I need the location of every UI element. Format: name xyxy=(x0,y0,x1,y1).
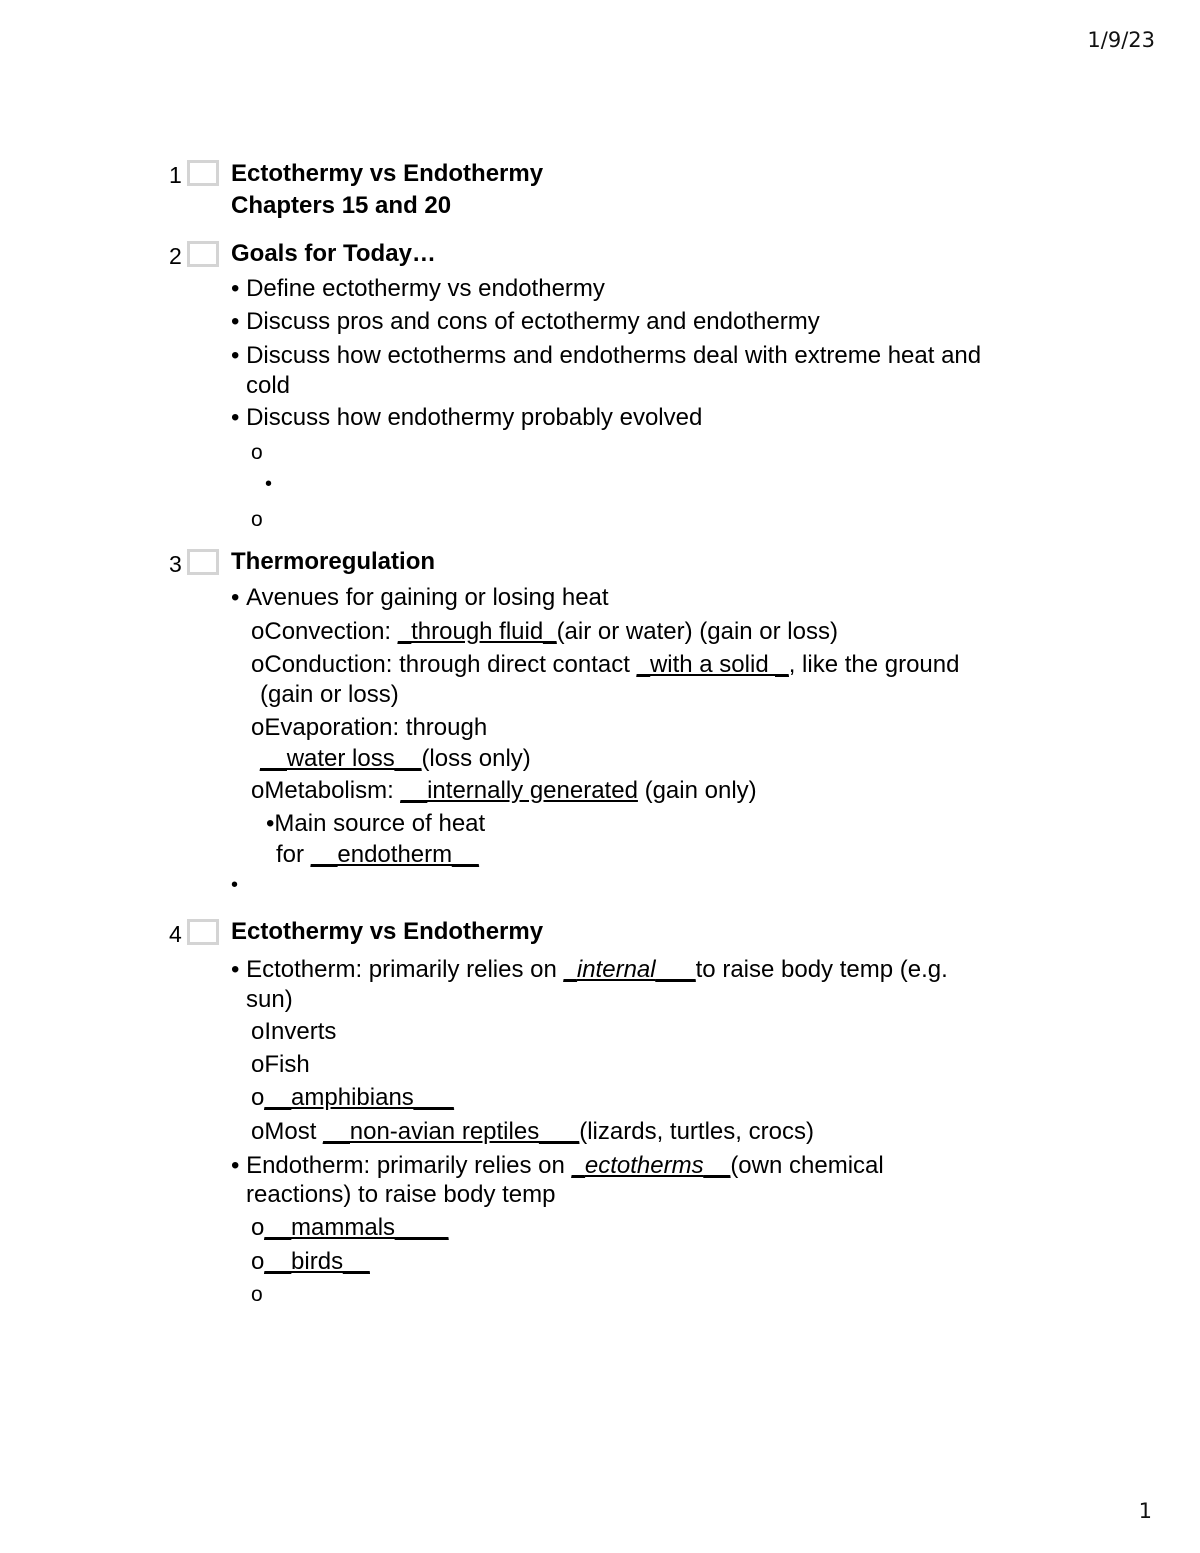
sub-bullet-conduction: oConduction: through direct contact _with a solid _, like the ground xyxy=(251,651,960,678)
fill-in-blank: __internally generated xyxy=(400,777,638,804)
fill-in-blank: _with a solid _ xyxy=(636,651,789,678)
sub-bullet: oMost __non-avian reptiles___(lizards, turtles, crocs) xyxy=(251,1118,814,1145)
sub-bullet: o__amphibians___ xyxy=(251,1084,454,1111)
slide-number: 3 xyxy=(169,551,182,577)
sub-bullet: o__mammals____ xyxy=(251,1214,449,1241)
sub-sub-bullet-continuation: for __endotherm__ xyxy=(276,841,479,868)
bullet-item: • Discuss how ectotherms and endotherms deal with extreme heat and xyxy=(231,342,982,369)
sub-bullet-evaporation: oEvaporation: through xyxy=(251,714,488,741)
sub-bullet-continuation: (gain or loss) xyxy=(260,681,399,708)
sub-bullet: o__birds__ xyxy=(251,1248,370,1275)
page-date: 1/9/23 xyxy=(1087,28,1155,52)
bullet-item: • Avenues for gaining or losing heat xyxy=(231,584,609,611)
bullet-item-continuation: sun) xyxy=(246,986,293,1013)
slide-number: 2 xyxy=(169,243,182,269)
fill-in-blank: __non-avian reptiles___ xyxy=(323,1118,580,1145)
fill-in-blank: __mammals____ xyxy=(264,1214,449,1241)
sub-bullet: oFish xyxy=(251,1051,310,1078)
bullet-item: • Define ectothermy vs endothermy xyxy=(231,275,605,302)
empty-sub-bullet: o xyxy=(251,441,263,464)
fill-in-blank: _through fluid_ xyxy=(397,618,557,645)
empty-bullet: • xyxy=(231,874,239,896)
bullet-item: • Discuss how endothermy probably evolved xyxy=(231,404,703,431)
empty-sub-sub-bullet: • xyxy=(265,473,273,495)
fill-in-blank: __amphibians___ xyxy=(264,1084,454,1111)
bullet-item-continuation: cold xyxy=(246,372,291,399)
sub-bullet-continuation: __water loss__(loss only) xyxy=(260,745,531,772)
sub-sub-bullet: •Main source of heat xyxy=(266,810,486,837)
fill-in-blank: _internal___ xyxy=(563,956,696,983)
slide-thumbnail[interactable] xyxy=(187,919,219,945)
slide-title: Goals for Today… xyxy=(231,240,436,267)
slide-thumbnail[interactable] xyxy=(187,160,219,186)
empty-sub-bullet: o xyxy=(251,508,263,531)
bullet-item-continuation: reactions) to raise body temp xyxy=(246,1181,556,1208)
bullet-item: • Discuss pros and cons of ectothermy and endothermy xyxy=(231,308,820,335)
sub-bullet: oInverts xyxy=(251,1018,337,1045)
slide-thumbnail[interactable] xyxy=(187,549,219,575)
slide-title: Ectothermy vs Endothermy xyxy=(231,918,544,945)
slide-subtitle: Chapters 15 and 20 xyxy=(231,192,452,219)
empty-sub-bullet: o xyxy=(251,1283,263,1306)
slide-title: Ectothermy vs Endothermy xyxy=(231,160,544,187)
slide-title: Thermoregulation xyxy=(231,548,436,575)
fill-in-blank: _ectotherms__ xyxy=(571,1152,731,1179)
sub-bullet-convection: oConvection: _through fluid_(air or water) (gain or loss) xyxy=(251,618,838,645)
page-number: 1 xyxy=(1138,1499,1152,1523)
bullet-item-ectotherm: • Ectotherm: primarily relies on _internal___to raise body temp (e.g. xyxy=(231,956,948,983)
sub-bullet-metabolism: oMetabolism: __internally generated (gain only) xyxy=(251,777,757,804)
fill-in-blank: __endotherm__ xyxy=(310,841,479,868)
slide-number: 1 xyxy=(169,162,182,188)
slide-number: 4 xyxy=(169,921,182,947)
bullet-item-endotherm: • Endotherm: primarily relies on _ectotherms__(own chemical xyxy=(231,1152,884,1179)
fill-in-blank: __birds__ xyxy=(264,1248,370,1275)
fill-in-blank: __water loss__ xyxy=(260,745,422,772)
slide-thumbnail[interactable] xyxy=(187,241,219,267)
